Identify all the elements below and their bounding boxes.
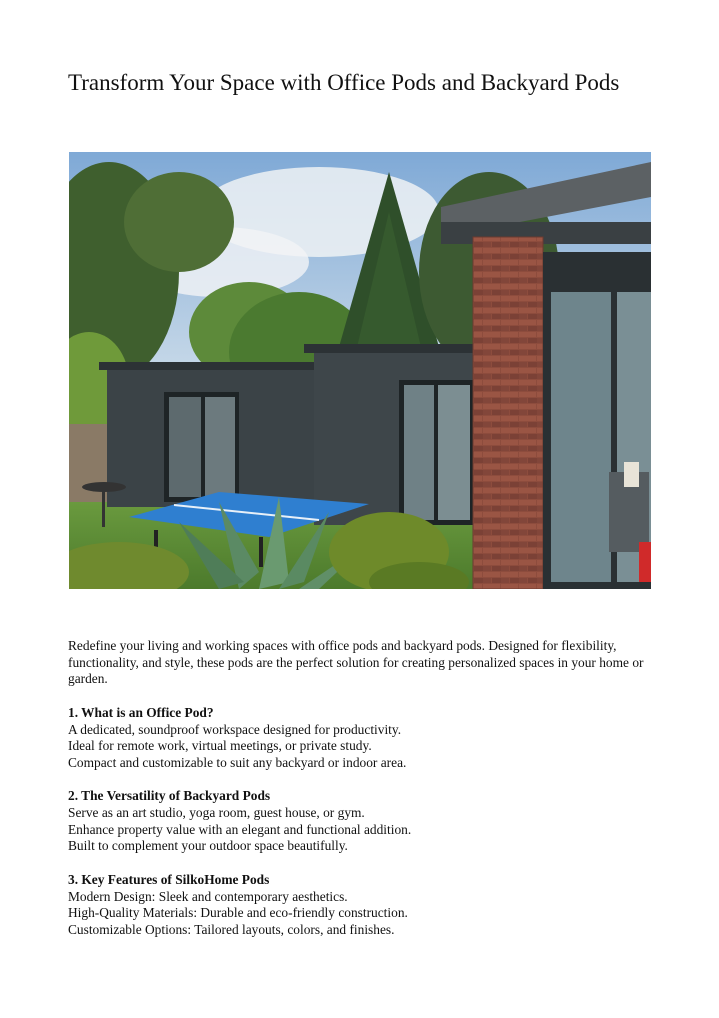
section-line: Modern Design: Sleek and contemporary aesthetics. — [68, 888, 348, 904]
section-line: High-Quality Materials: Durable and eco-friendly construction. — [68, 905, 408, 921]
section-backyard-pods — [68, 788, 653, 855]
section-key-features — [68, 872, 653, 939]
hero-image — [69, 152, 651, 589]
section-line: Compact and customizable to suit any backyard or indoor area. — [68, 754, 407, 770]
section-heading: 2. The Versatility of Backyard Pods — [68, 788, 271, 804]
backyard-pods-photo — [69, 152, 651, 589]
section-line: Built to complement your outdoor space beautifully. — [68, 838, 348, 854]
section-line: Customizable Options: Tailored layouts, colors, and finishes. — [68, 921, 395, 937]
section-line: A dedicated, soundproof workspace designed for productivity. — [68, 721, 402, 737]
section-heading: 3. Key Features of SilkoHome Pods — [68, 871, 270, 887]
article-body — [68, 638, 653, 939]
section-line: Ideal for remote work, virtual meetings, or private study. — [68, 738, 372, 754]
page-title: Transform Your Space with Office Pods and Backyard Pods — [68, 70, 620, 95]
intro-paragraph: Redefine your living and working spaces with office pods and backyard pods. Designed for flexibility, functionality, and style, these pods are the perfect solution for creating personalized spaces in your home or garden. — [68, 638, 644, 687]
section-line: Enhance property value with an elegant and functional addition. — [68, 821, 412, 837]
section-office-pod — [68, 705, 653, 772]
section-line: Serve as an art studio, yoga room, guest house, or gym. — [68, 805, 365, 820]
section-heading: 1. What is an Office Pod? — [68, 704, 214, 720]
